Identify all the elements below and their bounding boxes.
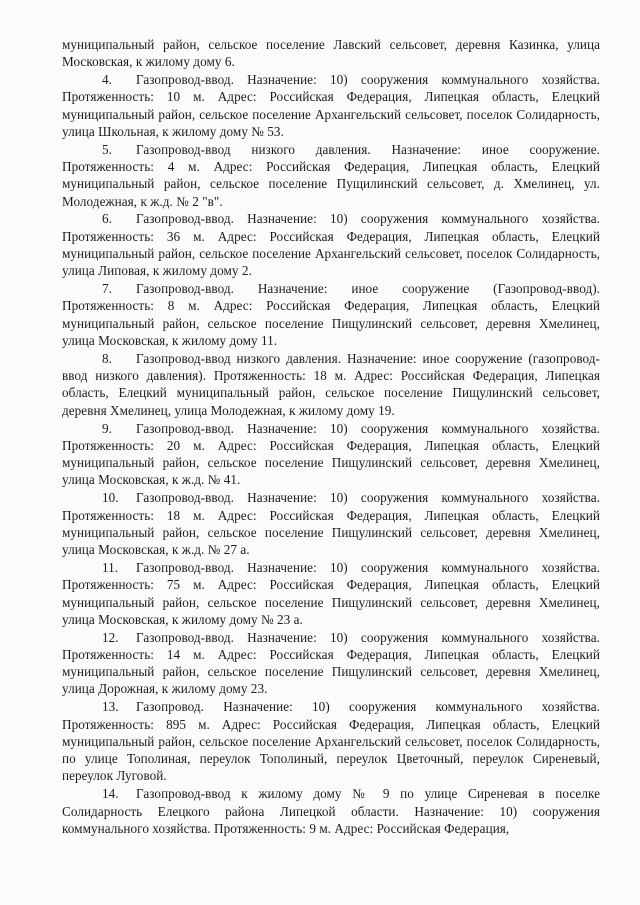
paragraph-item-5 [62, 141, 600, 210]
paragraph-number: 11. [102, 559, 119, 575]
paragraph-item-11 [62, 559, 600, 628]
paragraph-text: Газопровод-ввод к жилому дому № 9 по улице Сиреневая в поселке Солидарность Елецкого района Липецкой области. Назначение: 10) сооружения коммунального хозяйства. Протяженность: 9 м. Адрес: Российская Федерация, [62, 786, 600, 836]
paragraph-number: 6. [102, 211, 112, 227]
paragraph-text: Газопровод-ввод. Назначение: 10) сооружения коммунального хозяйства. Протяженность: 36 м. Адрес: Российская Федерация, Липецкая область, Елецкий муниципальный район, сельское поселение Архангельский сельсовет, поселок Солидарность, улица Липовая, к жилому дому 2. [62, 211, 600, 279]
paragraph-item-10 [62, 489, 600, 558]
paragraph-item-4 [62, 71, 600, 140]
paragraph-number: 9. [102, 420, 112, 436]
paragraph-number: 8. [102, 350, 112, 366]
paragraph-item-12 [62, 629, 600, 698]
paragraph-number: 10. [102, 490, 119, 506]
paragraph-item-7 [62, 280, 600, 349]
paragraph-text: Газопровод. Назначение: 10) сооружения коммунального хозяйства. Протяженность: 895 м. Адрес: Российская Федерация, Липецкая область, Елецкий муниципальный район, сельское поселение Архангельский сельсовет, поселок Солидарность, по улице Тополиная, переулок Тополиный, переулок Цветочный, переулок Сиреневый, переулок Луговой. [62, 699, 600, 784]
paragraph-text: Газопровод-ввод. Назначение: 10) сооружения коммунального хозяйства. Протяженность: 18 м. Адрес: Российская Федерация, Липецкая область, Елецкий муниципальный район, сельское поселение Пищулинский сельсовет, деревня Хмелинец, улица Московская, к ж.д. № 27 а. [62, 490, 600, 558]
document-body [62, 36, 600, 838]
paragraph-item-13 [62, 698, 600, 784]
paragraph-text: Газопровод-ввод. Назначение: 10) сооружения коммунального хозяйства. Протяженность: 10 м. Адрес: Российская Федерация, Липецкая область, Елецкий муниципальный район, сельское поселение Архангельский сельсовет, поселок Солидарность, улица Школьная, к жилому дому № 53. [62, 72, 600, 139]
paragraph-text: Газопровод-ввод низкого давления. Назначение: иное сооружение (газопровод-ввод низкого давления). Протяженность: 18 м. Адрес: Российская Федерация, Липецкая область, Елецкий муниципальный район, сельское поселение Пищулинский сельсовет, деревня Хмелинец, улица Молодежная, к жилому дому 19. [62, 350, 600, 418]
paragraph-number: 13. [102, 699, 119, 715]
paragraph-item-14 [62, 785, 600, 837]
paragraph-number: 7. [102, 281, 112, 297]
paragraph-item-8 [62, 350, 600, 419]
paragraph-continuation [62, 36, 600, 71]
paragraph-text: Газопровод-ввод. Назначение: 10) сооружения коммунального хозяйства. Протяженность: 14 м. Адрес: Российская Федерация, Липецкая область, Елецкий муниципальный район, сельское поселение Пищулинский сельсовет, деревня Хмелинец, улица Дорожная, к жилому дому 23. [62, 629, 600, 697]
paragraph-item-6 [62, 210, 600, 279]
paragraph-text: Газопровод-ввод. Назначение: 10) сооружения коммунального хозяйства. Протяженность: 20 м. Адрес: Российская Федерация, Липецкая область, Елецкий муниципальный район, сельское поселение Пищулинский сельсовет, деревня Хмелинец, улица Московская, к ж.д. № 41. [62, 420, 600, 488]
paragraph-text: Газопровод-ввод низкого давления. Назначение: иное сооружение. Протяженность: 4 м. Адрес: Российская Федерация, Липецкая область, Елецкий муниципальный район, сельское поселение Пущилинский сельсовет, д. Хмелинец, ул. Молодежная, к ж.д. № 2 "в". [62, 141, 600, 209]
paragraph-number: 4. [102, 72, 112, 88]
paragraph-text: Газопровод-ввод. Назначение: иное сооружение (Газопровод-ввод). Протяженность: 8 м. Адрес: Российская Федерация, Липецкая область, Елецкий муниципальный район, сельское поселение Пищулинский сельсовет, деревня Хмелинец, улица Московская, к жилому дому 11. [62, 281, 600, 349]
paragraph-text: муниципальный район, сельское поселение Лавский сельсовет, деревня Казинка, улица Московская, к жилому дому 6. [62, 37, 600, 70]
paragraph-item-9 [62, 420, 600, 489]
paragraph-number: 12. [102, 629, 119, 645]
paragraph-text: Газопровод-ввод. Назначение: 10) сооружения коммунального хозяйства. Протяженность: 75 м. Адрес: Российская Федерация, Липецкая область, Елецкий муниципальный район, сельское поселение Пищулинский сельсовет, деревня Хмелинец, улица Московская, к жилому дому № 23 а. [62, 559, 600, 627]
paragraph-number: 14. [102, 786, 119, 802]
paragraph-number: 5. [102, 141, 112, 157]
